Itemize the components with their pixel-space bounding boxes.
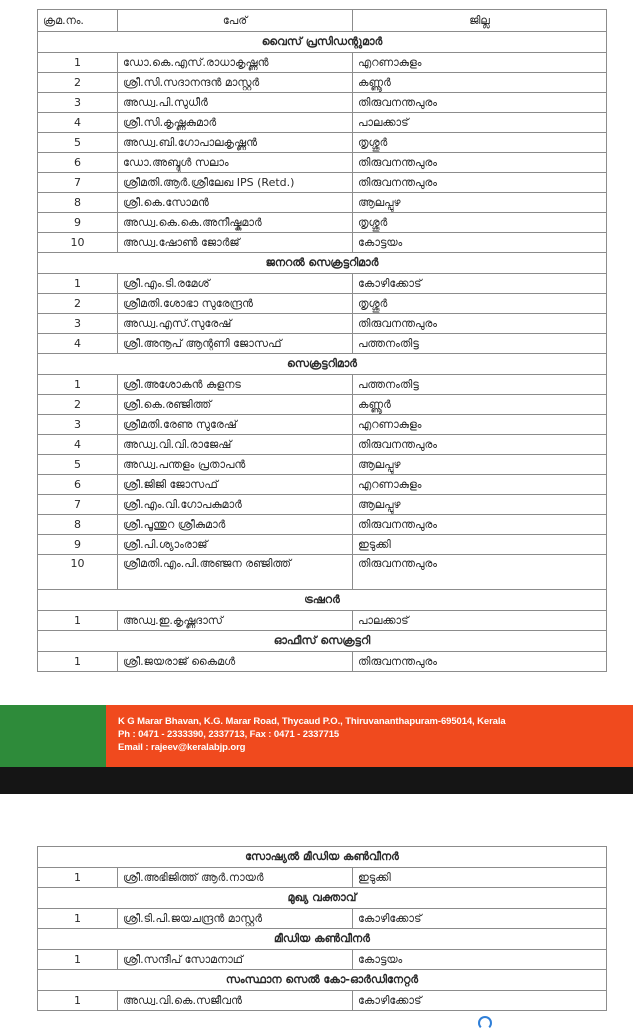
letterhead-footer bbox=[0, 705, 633, 767]
district-cell: പത്തനംതിട്ട bbox=[353, 334, 607, 354]
serial-number-cell: 5 bbox=[38, 455, 118, 475]
serial-number-cell: 8 bbox=[38, 193, 118, 213]
serial-number-cell: 5 bbox=[38, 133, 118, 153]
footer-black-strip bbox=[0, 767, 633, 794]
header-name: പേര് bbox=[118, 10, 353, 32]
serial-number-cell: 1 bbox=[38, 991, 118, 1011]
district-cell: കണ്ണൂർ bbox=[353, 73, 607, 93]
serial-number-cell: 3 bbox=[38, 314, 118, 334]
name-cell: അഡ്വ.വി.വി.രാജേഷ് bbox=[118, 435, 353, 455]
serial-number-cell: 4 bbox=[38, 113, 118, 133]
district-cell: തൃശ്ശൂർ bbox=[353, 213, 607, 233]
district-cell: പാലക്കാട് bbox=[353, 611, 607, 631]
table-row bbox=[38, 455, 607, 475]
name-cell: ശ്രീ.സി.സദാനന്ദൻ മാസ്റ്റർ bbox=[118, 73, 353, 93]
section-header-row bbox=[38, 631, 607, 652]
section-header-row bbox=[38, 354, 607, 375]
section-title: ജനറൽ സെക്രട്ടറിമാർ bbox=[38, 253, 607, 274]
district-cell: ഇടുക്കി bbox=[353, 535, 607, 555]
district-cell: കോട്ടയം bbox=[353, 950, 607, 970]
table-row bbox=[38, 652, 607, 672]
table-row bbox=[38, 395, 607, 415]
section-title: ഓഫീസ് സെക്രട്ടറി bbox=[38, 631, 607, 652]
serial-number-cell: 6 bbox=[38, 153, 118, 173]
name-cell: ഡോ.അബ്ദുൾ സലാം bbox=[118, 153, 353, 173]
district-cell: തിരുവനന്തപുരം bbox=[353, 555, 607, 590]
table-row bbox=[38, 73, 607, 93]
table-row bbox=[38, 173, 607, 193]
district-cell: തിരുവനന്തപുരം bbox=[353, 93, 607, 113]
district-cell: ആലപ്പുഴ bbox=[353, 455, 607, 475]
header-district: ജില്ല bbox=[353, 10, 607, 32]
district-cell: പത്തനംതിട്ട bbox=[353, 375, 607, 395]
table-row bbox=[38, 193, 607, 213]
district-cell: ആലപ്പുഴ bbox=[353, 193, 607, 213]
district-cell: ഇടുക്കി bbox=[353, 868, 607, 888]
name-cell: ഡോ.കെ.എസ്.രാധാകൃഷ്ണൻ bbox=[118, 53, 353, 73]
district-cell: തിരുവനന്തപുരം bbox=[353, 153, 607, 173]
district-cell: കണ്ണൂർ bbox=[353, 395, 607, 415]
watermark-logo-icon bbox=[478, 1016, 492, 1030]
table-row bbox=[38, 435, 607, 455]
section-header-row bbox=[38, 970, 607, 991]
name-cell: ശ്രീമതി.ശോഭാ സുരേന്ദ്രൻ bbox=[118, 294, 353, 314]
name-cell: ശ്രീ.കെ.സോമൻ bbox=[118, 193, 353, 213]
section-title: വൈസ് പ്രസിഡന്റുമാർ bbox=[38, 32, 607, 53]
table-header-row bbox=[38, 10, 607, 32]
table-row bbox=[38, 334, 607, 354]
table-row bbox=[38, 415, 607, 435]
district-cell: കോഴിക്കോട് bbox=[353, 909, 607, 929]
serial-number-cell: 9 bbox=[38, 213, 118, 233]
name-cell: ശ്രീ.ടി.പി.ജയചന്ദ്രൻ മാസ്റ്റർ bbox=[118, 909, 353, 929]
name-cell: ശ്രീ.എം.വി.ഗോപകുമാർ bbox=[118, 495, 353, 515]
name-cell: അഡ്വ.വി.കെ.സജീവൻ bbox=[118, 991, 353, 1011]
serial-number-cell: 7 bbox=[38, 495, 118, 515]
table-row bbox=[38, 515, 607, 535]
serial-number-cell: 2 bbox=[38, 395, 118, 415]
table-row bbox=[38, 868, 607, 888]
section-header-row bbox=[38, 888, 607, 909]
district-cell: എറണാകുളം bbox=[353, 415, 607, 435]
section-title: മീഡിയ കൺവീനർ bbox=[38, 929, 607, 950]
table-row bbox=[38, 213, 607, 233]
name-cell: ശ്രീ.പൂന്തുറ ശ്രീകുമാർ bbox=[118, 515, 353, 535]
serial-number-cell: 1 bbox=[38, 611, 118, 631]
district-cell: തിരുവനന്തപുരം bbox=[353, 314, 607, 334]
table-row bbox=[38, 535, 607, 555]
district-cell: തിരുവനന്തപുരം bbox=[353, 435, 607, 455]
serial-number-cell: 9 bbox=[38, 535, 118, 555]
office-bearers-table bbox=[37, 9, 607, 672]
section-title: സോഷ്യൽ മീഡിയ കൺവീനർ bbox=[38, 847, 607, 868]
district-cell: എറണാകുളം bbox=[353, 53, 607, 73]
serial-number-cell: 2 bbox=[38, 73, 118, 93]
table-row bbox=[38, 153, 607, 173]
serial-number-cell: 10 bbox=[38, 233, 118, 253]
section-title: സംസ്ഥാന സെൽ കോ-ഓർഡിനേറ്റർ bbox=[38, 970, 607, 991]
serial-number-cell: 8 bbox=[38, 515, 118, 535]
serial-number-cell: 7 bbox=[38, 173, 118, 193]
district-cell: കോഴിക്കോട് bbox=[353, 274, 607, 294]
district-cell: തൃശ്ശൂർ bbox=[353, 133, 607, 153]
table-row bbox=[38, 314, 607, 334]
name-cell: ശ്രീ.അനൂപ് ആന്റണി ജോസഫ് bbox=[118, 334, 353, 354]
footer-contact-block bbox=[106, 705, 633, 767]
district-cell: പാലക്കാട് bbox=[353, 113, 607, 133]
table-row bbox=[38, 93, 607, 113]
serial-number-cell: 1 bbox=[38, 274, 118, 294]
table-row bbox=[38, 611, 607, 631]
office-bearers-table-page2 bbox=[37, 846, 607, 1011]
name-cell: അഡ്വ.എസ്.സുരേഷ് bbox=[118, 314, 353, 334]
footer-address: K G Marar Bhavan, K.G. Marar Road, Thycaud P.O., Thiruvananthapuram-695014, Kerala bbox=[118, 716, 506, 727]
table-row bbox=[38, 133, 607, 153]
serial-number-cell: 6 bbox=[38, 475, 118, 495]
table-row bbox=[38, 294, 607, 314]
footer-phone: Ph : 0471 - 2333390, 2337713, Fax : 0471 - 2337715 bbox=[118, 729, 340, 740]
district-cell: കോട്ടയം bbox=[353, 233, 607, 253]
name-cell: ശ്രീ.സന്ദീപ് സോമനാഥ് bbox=[118, 950, 353, 970]
name-cell: ശ്രീ.സി.കൃഷ്ണകുമാർ bbox=[118, 113, 353, 133]
section-header-row bbox=[38, 32, 607, 53]
serial-number-cell: 4 bbox=[38, 435, 118, 455]
name-cell: ശ്രീ.ജിജി ജോസഫ് bbox=[118, 475, 353, 495]
serial-number-cell: 1 bbox=[38, 53, 118, 73]
serial-number-cell: 1 bbox=[38, 950, 118, 970]
name-cell: അഡ്വ.ഇ.കൃഷ്ണദാസ് bbox=[118, 611, 353, 631]
district-cell: തൃശ്ശൂർ bbox=[353, 294, 607, 314]
section-title: സെക്രട്ടറിമാർ bbox=[38, 354, 607, 375]
table-row bbox=[38, 113, 607, 133]
district-cell: തിരുവനന്തപുരം bbox=[353, 173, 607, 193]
name-cell: ശ്രീ.കെ.രഞ്ജിത്ത് bbox=[118, 395, 353, 415]
district-cell: തിരുവനന്തപുരം bbox=[353, 652, 607, 672]
table-row bbox=[38, 555, 607, 590]
section-header-row bbox=[38, 847, 607, 868]
name-cell: ശ്രീ.ജയരാജ് കൈമൾ bbox=[118, 652, 353, 672]
serial-number-cell: 1 bbox=[38, 375, 118, 395]
section-title: മുഖ്യ വക്താവ് bbox=[38, 888, 607, 909]
name-cell: അഡ്വ.പന്തളം പ്രതാപൻ bbox=[118, 455, 353, 475]
name-cell: ശ്രീമതി.രേണു സുരേഷ് bbox=[118, 415, 353, 435]
name-cell: ശ്രീ.അശോകൻ കുളനട bbox=[118, 375, 353, 395]
name-cell: ശ്രീ.എം.ടി.രമേശ് bbox=[118, 274, 353, 294]
serial-number-cell: 1 bbox=[38, 868, 118, 888]
serial-number-cell: 3 bbox=[38, 415, 118, 435]
header-serial: ക്രമ.നം. bbox=[38, 10, 118, 32]
serial-number-cell: 4 bbox=[38, 334, 118, 354]
name-cell: അഡ്വ.കെ.കെ.അനീഷ്കുമാർ bbox=[118, 213, 353, 233]
name-cell: അഡ്വ.പി.സുധീർ bbox=[118, 93, 353, 113]
section-header-row bbox=[38, 929, 607, 950]
section-header-row bbox=[38, 253, 607, 274]
district-cell: എറണാകുളം bbox=[353, 475, 607, 495]
table-row bbox=[38, 991, 607, 1011]
name-cell: അഡ്വ.ബി.ഗോപാലകൃഷ്ണൻ bbox=[118, 133, 353, 153]
district-cell: കോഴിക്കോട് bbox=[353, 991, 607, 1011]
name-cell: ശ്രീമതി.എം.പി.അഞ്ജന രഞ്ജിത്ത് bbox=[118, 555, 353, 590]
serial-number-cell: 3 bbox=[38, 93, 118, 113]
name-cell: ശ്രീ.അഭിജിത്ത് ആർ.നായർ bbox=[118, 868, 353, 888]
section-title: ട്രഷറർ bbox=[38, 590, 607, 611]
serial-number-cell: 2 bbox=[38, 294, 118, 314]
table-row bbox=[38, 475, 607, 495]
table-row bbox=[38, 233, 607, 253]
name-cell: ശ്രീമതി.ആർ.ശ്രീലേഖ IPS (Retd.) bbox=[118, 173, 353, 193]
table-row bbox=[38, 950, 607, 970]
serial-number-cell: 10 bbox=[38, 555, 118, 590]
name-cell: ശ്രീ.പി.ശ്യാംരാജ് bbox=[118, 535, 353, 555]
table-row bbox=[38, 495, 607, 515]
table-row bbox=[38, 909, 607, 929]
table-row bbox=[38, 375, 607, 395]
district-cell: ആലപ്പുഴ bbox=[353, 495, 607, 515]
serial-number-cell: 1 bbox=[38, 909, 118, 929]
district-cell: തിരുവനന്തപുരം bbox=[353, 515, 607, 535]
name-cell: അഡ്വ.ഷോൺ ജോർജ് bbox=[118, 233, 353, 253]
section-header-row bbox=[38, 590, 607, 611]
serial-number-cell: 1 bbox=[38, 652, 118, 672]
table-row bbox=[38, 53, 607, 73]
footer-email: Email : rajeev@keralabjp.org bbox=[118, 742, 246, 753]
table-row bbox=[38, 274, 607, 294]
footer-green-block bbox=[0, 705, 106, 767]
